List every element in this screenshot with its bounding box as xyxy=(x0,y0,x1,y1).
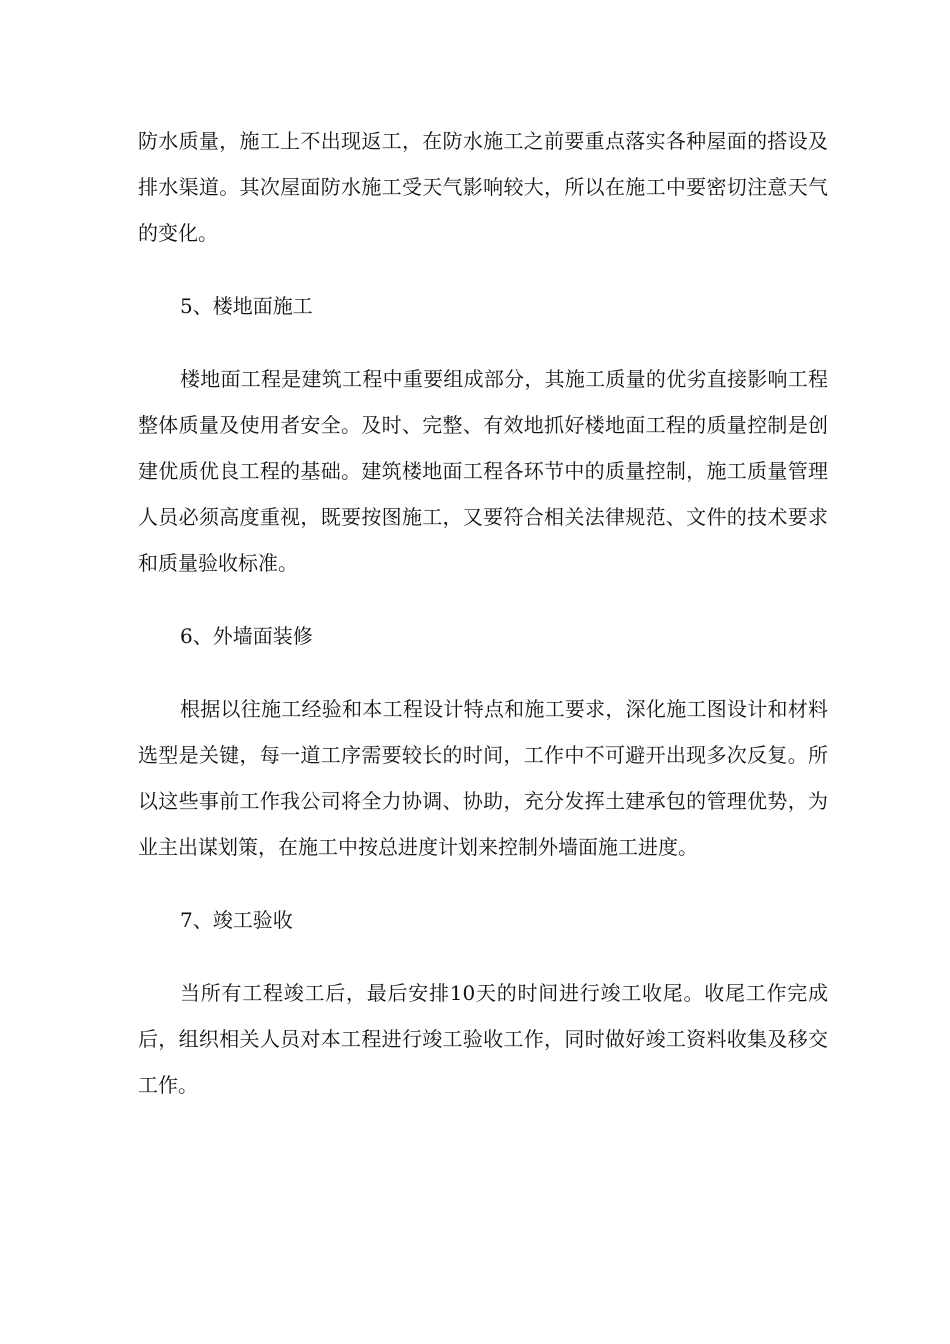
section-heading-floor-construction: 5、楼地面施工 xyxy=(180,294,313,318)
paragraph-gap xyxy=(138,329,828,356)
paragraph-gap xyxy=(138,586,828,613)
paragraph-gap xyxy=(138,256,828,283)
paragraph-floor-construction: 楼地面工程是建筑工程中重要组成部分，其施工质量的优劣直接影响工程整体质量及使用者安全。及时、完整、有效地抓好楼地面工程的质量控制是创建优质优良工程的基础。建筑楼地面工程各环节中的质量控制，施工质量管理人员必须高度重视，既要按图施工，又要符合相关法律规范、文件的技术要求和质量验收标准。 xyxy=(138,367,828,575)
paragraph-exterior-wall: 根据以往施工经验和本工程设计特点和施工要求，深化施工图设计和材料选型是关键，每一道工序需要较长的时间，工作中不可避开出现多次反复。所以这些事前工作我公司将全力协调、协助，充分发挥土建承包的管理优势，为业主出谋划策，在施工中按总进度计划来控制外墙面施工进度。 xyxy=(138,697,828,859)
section-heading-completion-acceptance: 7、竣工验收 xyxy=(180,908,293,932)
section-heading-exterior-wall: 6、外墙面装修 xyxy=(180,624,313,648)
paragraph-gap xyxy=(138,659,828,686)
paragraph-gap xyxy=(138,943,828,970)
paragraph-completion-acceptance: 当所有工程竣工后，最后安排10天的时间进行竣工收尾。收尾工作完成后，组织相关人员对本工程进行竣工验收工作，同时做好竣工资料收集及移交工作。 xyxy=(138,981,828,1097)
paragraph-roof-waterproofing: 防水质量，施工上不出现返工，在防水施工之前要重点落实各种屋面的搭设及排水渠道。其次屋面防水施工受天气影响较大，所以在施工中要密切注意天气的变化。 xyxy=(138,129,828,245)
document-body xyxy=(138,118,828,1108)
paragraph-gap xyxy=(138,870,828,897)
